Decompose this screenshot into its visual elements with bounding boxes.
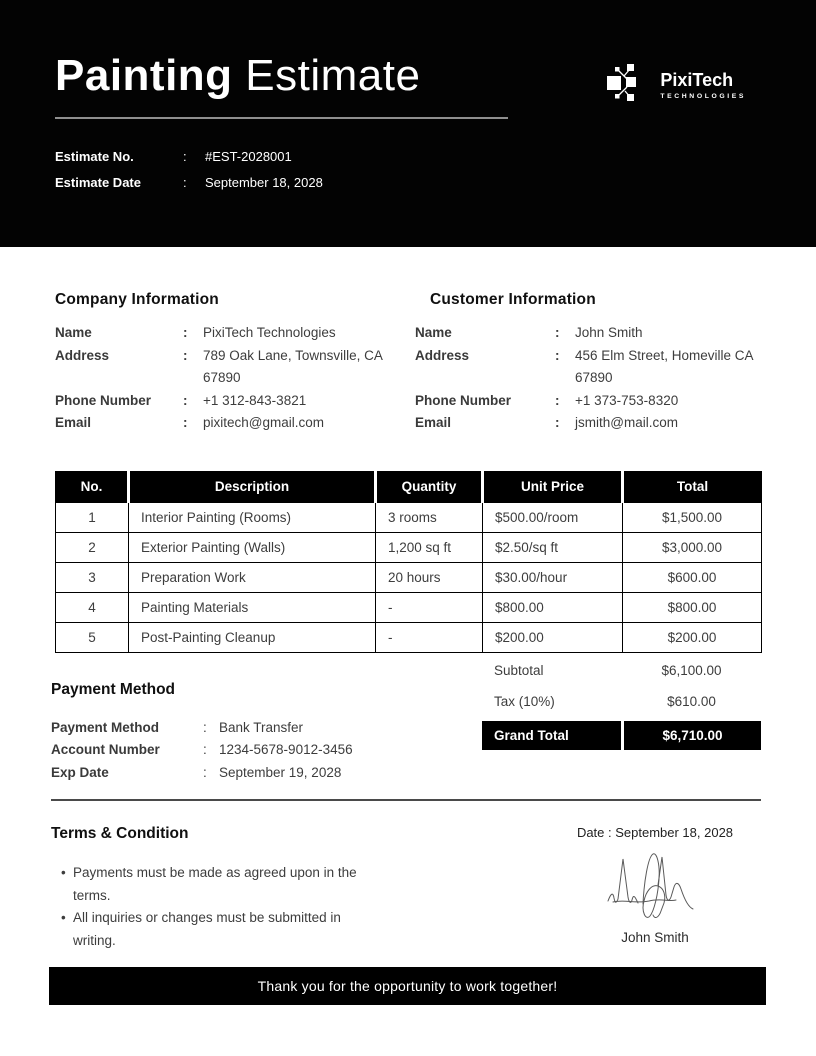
field-value: Bank Transfer [219,719,304,735]
terms-text: Payments must be made as agreed upon in the terms. [73,865,357,903]
company-logo [605,60,746,111]
payment-section [51,653,482,785]
bullet-icon: • [61,910,66,925]
subtotal-value: $6,100.00 [661,662,722,678]
company-name-row [55,322,415,345]
customer-info-heading: Customer Information [430,291,596,308]
table-row [56,532,762,562]
cell-total: $600.00 [623,562,762,592]
customer-address-row [415,345,761,390]
cell-quantity: 1,200 sq ft [376,532,483,562]
page-title-bold: Painting [55,51,233,100]
col-header-quantity: Quantity [376,471,483,502]
logo-text [660,71,746,100]
terms-list [51,862,421,952]
signature-block [549,825,761,952]
page-title-light: Estimate [245,51,421,100]
estimate-number-label: Estimate No. [55,149,134,165]
cell-no: 2 [56,532,129,562]
cell-description: Exterior Painting (Walls) [129,532,376,562]
colon: : [183,347,188,363]
field-label: Name [415,325,452,340]
cell-quantity: 3 rooms [376,502,483,532]
table-row [56,562,762,592]
subtotal-label: Subtotal [494,662,544,678]
payment-heading: Payment Method [51,680,176,698]
terms-heading: Terms & Condition [51,825,189,842]
info-section [55,291,761,435]
colon: : [203,742,207,757]
field-value: 789 Oak Lane, Townsville, CA 67890 [203,347,383,385]
items-table-header-row [56,471,762,502]
tax-row [482,686,761,717]
cell-unit-price: $800.00 [483,592,623,622]
cell-total: $200.00 [623,622,762,652]
grand-total-value: $6,710.00 [624,721,761,750]
footer-message: Thank you for the opportunity to work together! [257,978,558,994]
colon: : [183,149,187,165]
account-number-row [51,739,482,762]
cell-no: 1 [56,502,129,532]
estimate-date-row [55,170,776,196]
table-row [56,502,762,532]
signature-date: Date : September 18, 2028 [576,825,734,840]
field-label: Account Number [51,742,160,757]
customer-info [415,291,761,435]
field-label: Name [55,325,92,340]
colon: : [183,415,188,430]
exp-date-row [51,762,482,785]
col-header-total: Total [623,471,762,502]
field-label: Address [415,347,470,363]
footer-message-bar [49,967,766,1005]
field-label: Email [415,415,452,430]
signature-name: John Smith [621,930,689,945]
field-value: jsmith@mail.com [575,415,678,430]
logo-name: PixiTech [660,70,734,90]
grand-total-label: Grand Total [482,721,621,750]
estimate-date-label: Estimate Date [55,175,141,191]
items-table [55,471,762,653]
cell-unit-price: $500.00/room [483,502,623,532]
cell-description: Preparation Work [129,562,376,592]
payment-and-totals [51,653,761,785]
company-info-heading: Company Information [55,291,219,308]
field-label: Payment Method [51,719,160,735]
totals-section [482,655,761,785]
cell-quantity: - [376,592,483,622]
table-row [56,592,762,622]
cell-unit-price: $2.50/sq ft [483,532,623,562]
field-value: John Smith [575,325,643,340]
field-value: September 19, 2028 [219,764,342,780]
cell-quantity: - [376,622,483,652]
colon: : [183,392,188,408]
payment-method-row [51,717,482,740]
field-value: +1 373-753-8320 [575,392,679,408]
company-email-row [55,412,415,435]
logo-tagline: TECHNOLOGIES [660,93,746,100]
title-underline [55,117,508,119]
field-label: Exp Date [51,764,109,780]
terms-item [51,907,421,952]
cell-no: 5 [56,622,129,652]
subtotal-row [482,655,761,686]
estimate-date-value: September 18, 2028 [205,175,323,191]
field-value: 456 Elm Street, Homeville CA 67890 [575,347,753,385]
customer-phone-row [415,390,761,413]
colon: : [555,325,560,340]
section-divider [51,799,761,801]
cell-total: $1,500.00 [623,502,762,532]
document-body [0,291,816,952]
estimate-number-row [55,144,776,170]
company-info [55,291,415,435]
cell-total: $3,000.00 [623,532,762,562]
tax-value: $610.00 [667,693,716,709]
signature-image [605,848,705,928]
customer-email-row [415,412,761,435]
cell-unit-price: $30.00/hour [483,562,623,592]
estimate-meta [55,144,776,196]
page-title [55,52,508,100]
field-label: Phone Number [55,392,152,408]
cell-description: Painting Materials [129,592,376,622]
terms-section [51,825,421,952]
field-value: 1234-5678-9012-3456 [219,742,353,757]
field-value: +1 312-843-3821 [203,392,307,408]
colon: : [203,764,207,780]
cell-no: 3 [56,562,129,592]
pixitech-logo-icon [605,60,651,111]
colon: : [555,347,560,363]
colon: : [183,325,188,340]
cell-quantity: 20 hours [376,562,483,592]
field-label: Address [55,347,110,363]
terms-text: All inquiries or changes must be submitted in writing. [73,910,341,948]
estimate-number-value: #EST-2028001 [205,149,292,165]
field-label: Phone Number [415,392,512,408]
colon: : [203,719,207,735]
grand-total-row [482,721,761,750]
title-block [55,52,508,119]
customer-name-row [415,322,761,345]
col-header-unit-price: Unit Price [483,471,623,502]
colon: : [555,392,560,408]
cell-description: Interior Painting (Rooms) [129,502,376,532]
col-header-description: Description [129,471,376,502]
colon: : [183,175,187,191]
field-value: PixiTech Technologies [203,325,336,340]
company-phone-row [55,390,415,413]
document-header [0,0,816,247]
cell-no: 4 [56,592,129,622]
cell-description: Post-Painting Cleanup [129,622,376,652]
bullet-icon: • [61,865,66,880]
table-row [56,622,762,652]
company-address-row [55,345,415,390]
tax-label: Tax (10%) [494,693,555,709]
field-label: Email [55,415,92,430]
terms-and-signature [51,825,761,952]
terms-item [51,862,421,907]
cell-total: $800.00 [623,592,762,622]
field-value: pixitech@gmail.com [203,415,324,430]
cell-unit-price: $200.00 [483,622,623,652]
col-header-no: No. [56,471,129,502]
colon: : [555,415,560,430]
